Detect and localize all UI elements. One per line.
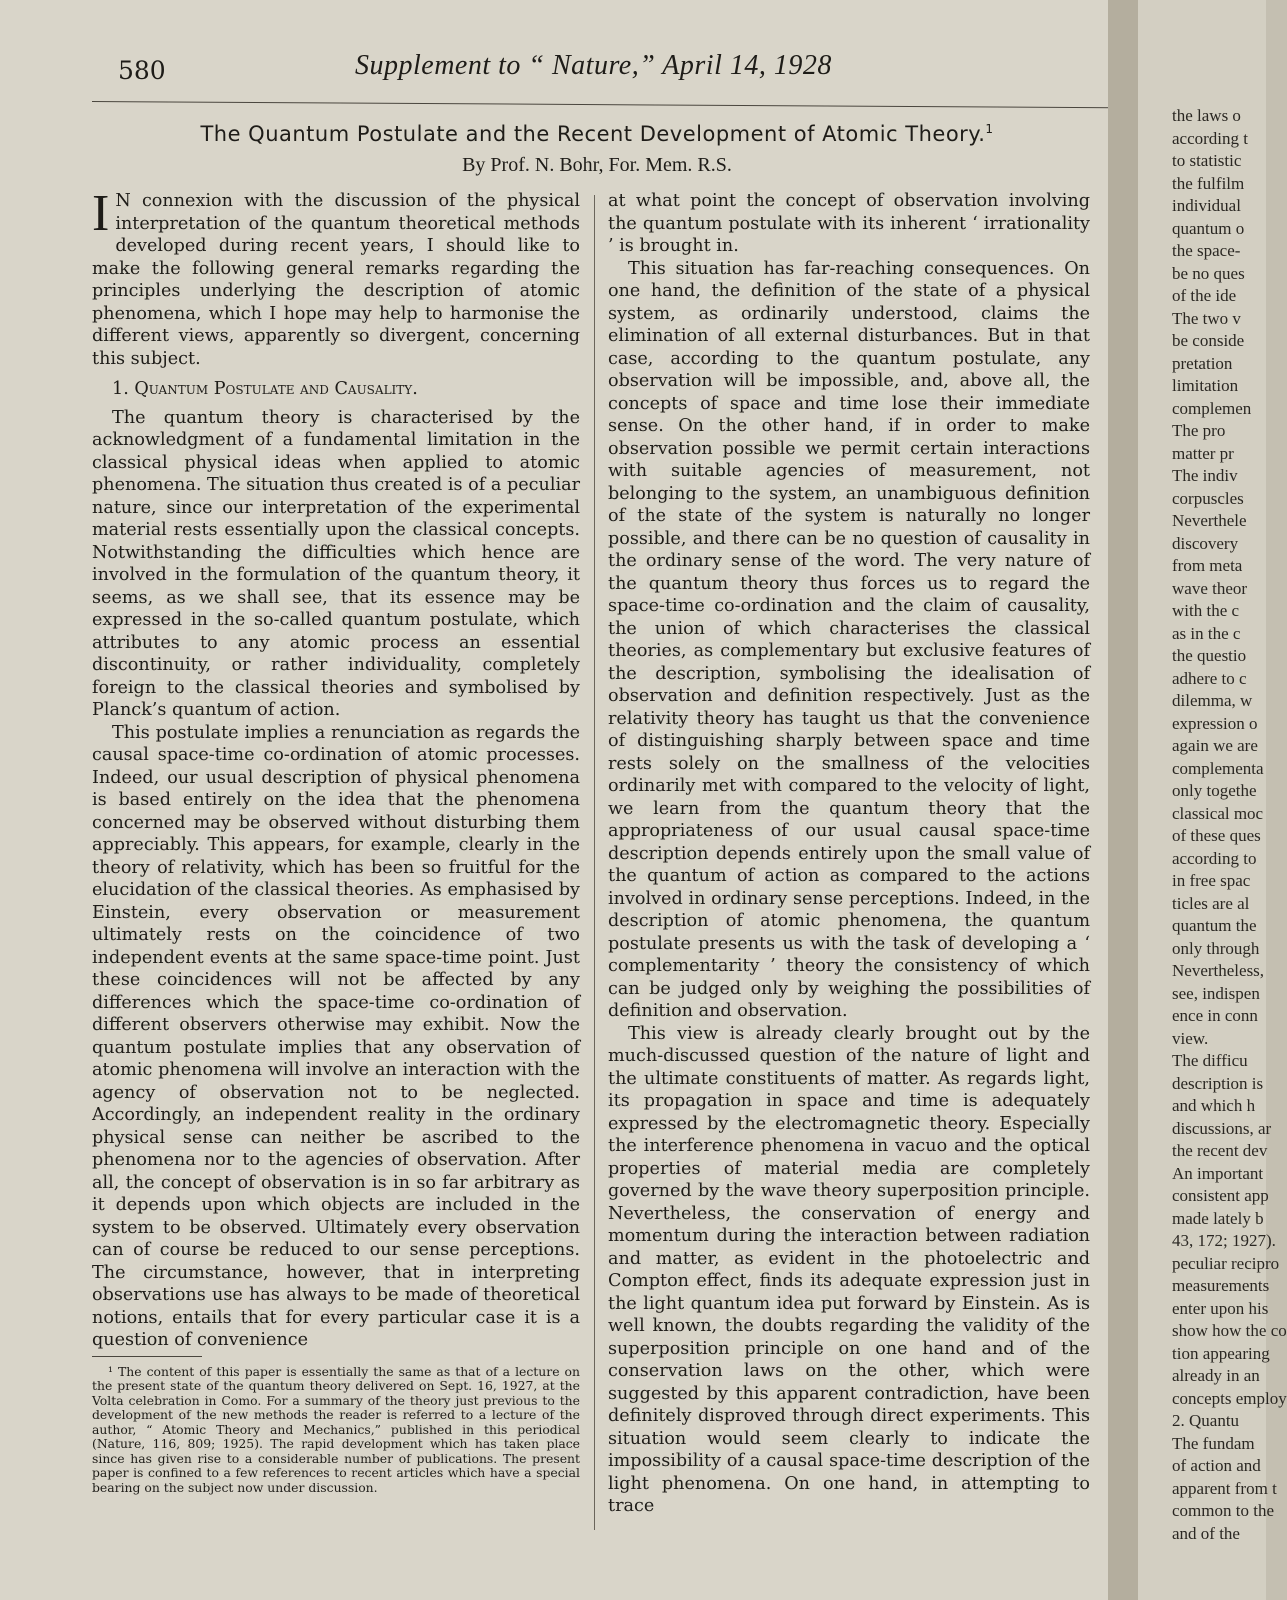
intro-paragraph: [92, 185, 580, 370]
facing-page-line: measurements: [1172, 1276, 1270, 1295]
facing-page-line: wave theor: [1172, 578, 1248, 598]
right-column: [608, 190, 1090, 1518]
intro-text: N connexion with the discussion of the physical interpretation of the quantum theoretical methods developed during recent years, I should like to make the following general remarks regarding the principles underlying the description of atomic phenomena, which I hope may help to harmonise the different views, apparently so divergent, concerning this subject.: [92, 191, 580, 369]
facing-page-line: discussions, ar: [1172, 1118, 1272, 1138]
facing-page-line: expression o: [1172, 713, 1258, 733]
facing-page-line: of these ques: [1172, 826, 1261, 845]
page-number: 580: [118, 56, 166, 85]
facing-page-line: corpuscles: [1172, 488, 1244, 508]
facing-page-line: the laws o: [1172, 106, 1241, 125]
drop-cap: I: [92, 185, 110, 242]
facing-page-line: The difficu: [1172, 1051, 1248, 1070]
facing-page-line: An important: [1172, 1163, 1264, 1183]
facing-page-line: tion appearing: [1172, 1343, 1270, 1363]
facing-page-line: only togethe: [1172, 781, 1257, 800]
header-rule: [92, 101, 1114, 108]
facing-page-line: 43, 172; 1927).: [1172, 1231, 1276, 1250]
facing-page-line: Neverthele: [1172, 511, 1247, 530]
facing-page-line: dilemma, w: [1172, 691, 1253, 710]
article-title-text: The Quantum Postulate and the Recent Development of Atomic Theory.: [200, 122, 986, 146]
facing-page-line: the fulfilm: [1172, 173, 1245, 193]
facing-page-line: pretation: [1172, 353, 1233, 373]
facing-page-line: again we are: [1172, 736, 1258, 755]
body-paragraph: This postulate implies a renunciation as regards the causal space-time co-ordination of atomic processes. Indeed, our usual description of physical phenomena is based entirely on the idea that the phenomena concerned may be observed without disturbing them appreciably. This appears, for example, clearly in the theory of relativity, which has been so fruitful for the elucidation of the classical theories. As emphasised by Einstein, every observation or measurement ultimately rests on the coincidence of two independent events at the same space-time point. Just these coincidences will not be affected by any differences which the space-time co-ordination of different observers otherwise may exhibit. Now the quantum postulate implies that any observation of atomic phenomena will involve an interaction with the agency of observation not to be neglected. Accordingly, an independent reality in the ordinary physical sense can neither be ascribed to the phenomena nor to the agencies of observation. After all, the concept of observation is in so far arbitrary as it depends upon which objects are included in the system to be observed. Ultimately every observation can of course be reduced to our sense perceptions. The circumstance, however, that in interpreting observations use has always to be made of theoretical notions, entails that for every particular case it is a question of convenience: [92, 722, 580, 1350]
title-footnote-marker: 1: [985, 122, 994, 136]
facing-page-line: the questio: [1172, 646, 1247, 665]
facing-page-line: see, indispen: [1172, 983, 1260, 1003]
facing-page: [1138, 0, 1287, 1600]
facing-page-line: ticles are al: [1172, 893, 1250, 913]
facing-page-line: matter pr: [1172, 443, 1234, 463]
facing-page-line: be no ques: [1172, 263, 1245, 283]
facing-page-line: description is: [1172, 1073, 1264, 1093]
facing-page-line: common to the: [1172, 1501, 1274, 1520]
book-spine: [1108, 0, 1138, 1600]
facing-page-line: the space-: [1172, 241, 1241, 260]
facing-page-line: and which h: [1172, 1096, 1256, 1115]
facing-page-line: limitation: [1172, 376, 1239, 395]
facing-page-line: be conside: [1172, 331, 1245, 350]
facing-page-line: view.: [1172, 1028, 1209, 1048]
facing-page-line: and of the: [1172, 1523, 1240, 1543]
facing-page-line: of the ide: [1172, 286, 1237, 305]
facing-page-line: only through: [1172, 938, 1260, 958]
facing-page-line: The two v: [1172, 308, 1241, 328]
facing-page-line: in free spac: [1172, 871, 1251, 890]
body-paragraph: This view is already clearly brought out by the much-discussed question of the nature of light and the ultimate constituents of matter. As regards light, its propagation in space and time is adequately expressed by the electromagnetic theory. Especially the interference phenomena in vacuo and the optical properties of material media are completely governed by the wave theory superposition principle. Nevertheless, the conservation of energy and momentum during the interaction between radiation and matter, as evident in the photoelectric and Compton effect, finds its adequate expression just in the light quantum idea put forward by Einstein. As is well known, the doubts regarding the validity of the superposition principle on one hand and of the conservation laws on the other, which were suggested by this apparent contradiction, have been definitely disproved through direct experiments. This situation would seem clearly to indicate the impossibility of a causal space-time description of the light phenomena. On one hand, in attempting to trace: [608, 1023, 1090, 1516]
column-divider: [594, 195, 595, 1530]
facing-page-line: peculiar recipro: [1172, 1253, 1280, 1273]
facing-page-line: apparent from t: [1172, 1478, 1277, 1498]
running-head: [110, 46, 1100, 86]
facing-page-line: 2. Quantu: [1172, 1411, 1240, 1430]
facing-page-line: ence in conn: [1172, 1006, 1258, 1025]
footnote-rule: [92, 1356, 202, 1357]
footnote: ¹ The content of this paper is essentially the same as that of a lecture on the present state of the quantum theory delivered on Sept. 16, 1927, at the Volta celebration in Como. For a summary of the theory just previous to the development of the new methods the reader is referred to a lecture of the author, “ Atomic Theory and Mechanics,” published in this periodical (Nature, 116, 809; 1925). The rapid development which has taken place since has given rise to a considerable number of publications. The present paper is confined to a few references to recent articles which have a special bearing on the subject now under discussion.: [92, 1363, 580, 1495]
section-heading: 1. Quantum Postulate and Causality.: [112, 379, 418, 399]
body-paragraph: at what point the concept of observation involving the quantum postulate with its inherent ‘ irrationality ’ is brought in.: [608, 191, 1090, 256]
facing-page-line: The pro: [1172, 421, 1226, 440]
facing-page-line: The fundam: [1172, 1433, 1255, 1453]
facing-page-line: with the c: [1172, 601, 1240, 620]
facing-page-line: consistent app: [1172, 1186, 1269, 1205]
facing-page-line: individual: [1172, 196, 1241, 215]
facing-page-line: The indiv: [1172, 466, 1238, 485]
facing-page-line: enter upon his: [1172, 1298, 1269, 1318]
facing-page-line: classical moc: [1172, 803, 1264, 823]
facing-page-line: the recent dev: [1172, 1141, 1268, 1160]
facing-page-line: according t: [1172, 128, 1248, 148]
facing-page-line: already in an: [1172, 1366, 1260, 1385]
facing-page-line: complemen: [1172, 398, 1252, 418]
facing-page-line: complementa: [1172, 758, 1264, 778]
facing-page-line: quantum the: [1172, 916, 1257, 935]
facing-page-line: concepts employ: [1172, 1388, 1287, 1408]
facing-page-line: from meta: [1172, 556, 1243, 575]
running-title: Supplement to “ Nature,” April 14, 1928: [355, 50, 832, 81]
facing-page-line: discovery: [1172, 533, 1239, 553]
facing-page-line: as in the c: [1172, 623, 1241, 643]
facing-page-line: according to: [1172, 848, 1257, 868]
facing-page-line: of action and: [1172, 1456, 1261, 1475]
facing-page-line: made lately b: [1172, 1208, 1264, 1228]
left-column: [92, 185, 580, 1495]
article-title: [92, 122, 1102, 146]
body-paragraph: The quantum theory is characterised by the acknowledgment of a fundamental limitation in the classical physical ideas when applied to atomic phenomena. The situation thus created is of a peculiar nature, since our interpretation of the experimental material rests essentially upon the classical concepts. Notwithstanding the difficulties which hence are involved in the formulation of the quantum theory, it seems, as we shall see, that its essence may be expressed in the so-called quantum postulate, which attributes to any atomic process an essential discontinuity, or rather individuality, completely foreign to the classical theories and symbolised by Planck’s quantum of action.: [92, 407, 580, 720]
facing-page-line: adhere to c: [1172, 668, 1247, 688]
body-paragraph: This situation has far-reaching consequences. On one hand, the definition of the state of a physical system, as ordinarily understood, claims the elimination of all external disturbances. But in that case, according to the quantum postulate, any observation will be impossible, and, above all, the concepts of space and time lose their immediate sense. On the other hand, if in order to make observation possible we permit certain interactions with suitable agencies of measurement, not belonging to the system, an unambiguous definition of the state of the system is naturally no longer possible, and there can be no question of causality in the ordinary sense of the word. The very nature of the quantum theory thus forces us to regard the space-time co-ordination and the claim of causality, the union of which characterises the classical theories, as complementary but exclusive features of the description, symbolising the idealisation of observation and definition respectively. Just as the relativity theory has taught us that the convenience of distinguishing sharply between space and time rests solely on the smallness of the velocities ordinarily met with compared to the velocity of light, we learn from the quantum theory that the appropriateness of our usual causal space-time description depends entirely upon the small value of the quantum of action as compared to the actions involved in ordinary sense perceptions. Indeed, in the description of atomic phenomena, the quantum postulate presents us with the task of developing a ‘ complementarity ’ theory the consistency of which can be judged only by weighing the possibilities of definition and observation.: [608, 258, 1090, 1021]
facing-page-line: to statistic: [1172, 151, 1242, 170]
facing-page-line: quantum o: [1172, 218, 1245, 238]
facing-page-line: show how the co: [1172, 1321, 1287, 1340]
facing-page-line: Nevertheless,: [1172, 961, 1265, 980]
article-byline: By Prof. N. Bohr, For. Mem. R.S.: [462, 154, 732, 176]
